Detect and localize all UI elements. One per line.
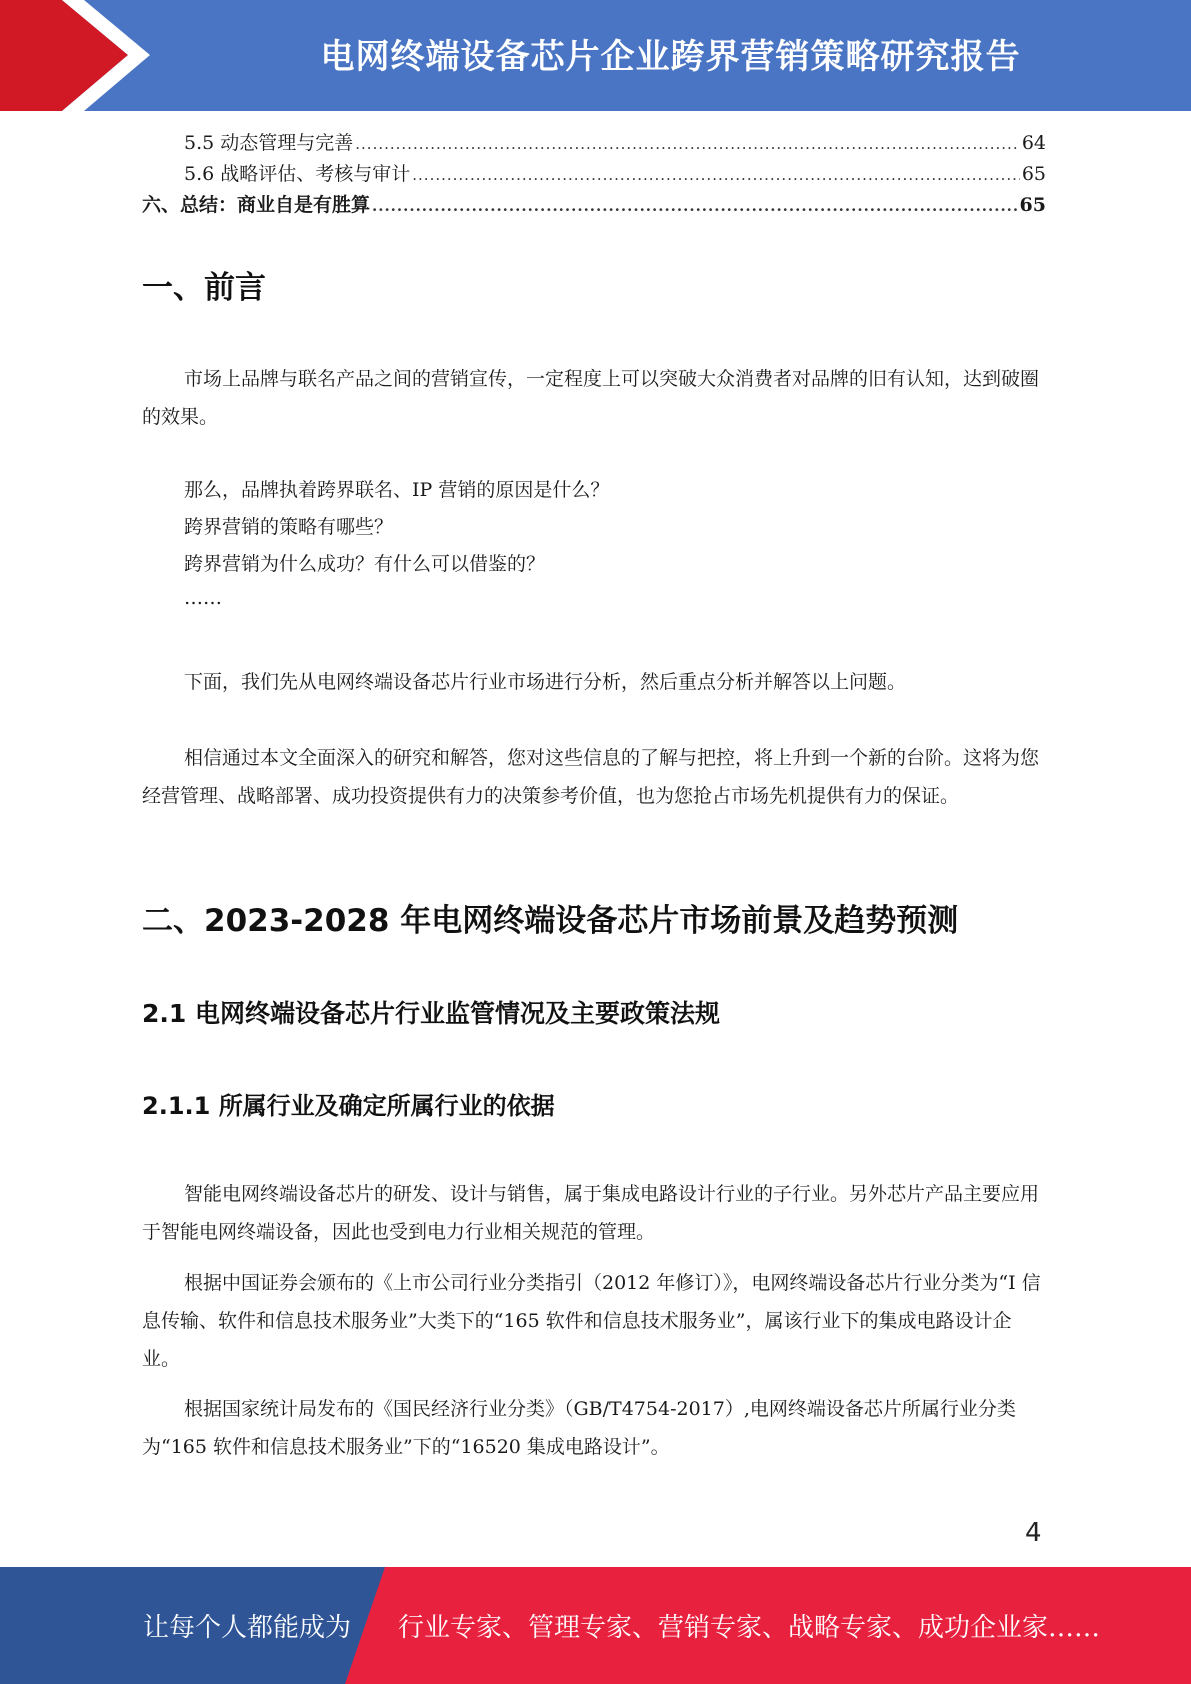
footer-slogan-right: 行业专家、管理专家、营销专家、战略专家、成功企业家……: [398, 1613, 1101, 1643]
toc-entry-page: 65: [1021, 163, 1046, 185]
toc-entry[interactable]: [142, 128, 1046, 159]
toc-entry[interactable]: [142, 159, 1046, 190]
subsection-heading: 2.1 电网终端设备芯片行业监管情况及主要政策法规: [142, 999, 720, 1028]
table-of-contents: [142, 128, 1046, 221]
toc-entry-label: 5.5 动态管理与完善: [184, 132, 354, 154]
toc-leader-dots: [412, 160, 1020, 191]
subsubsection-heading: 2.1.1 所属行业及确定所属行业的依据: [142, 1092, 555, 1120]
question-list: [142, 472, 1046, 613]
question-item: 跨界营销的策略有哪些？: [184, 516, 394, 538]
toc-leader-dots: [372, 191, 1018, 222]
paragraph: 根据中国证券会颁布的《上市公司行业分类指引（2012 年修订）》，电网终端设备芯片行业分类为“I 信息传输、软件和信息技术服务业”大类下的“165 软件和信息技术服务业”，属该行业下的集成电路设计企业。: [142, 1272, 1041, 1370]
page-footer: [0, 1567, 1191, 1684]
toc-leader-dots: [355, 129, 1020, 160]
footer-slogan-left: 让每个人都能成为: [143, 1613, 352, 1643]
toc-entry[interactable]: [142, 190, 1046, 221]
section-heading-preface: 一、前言: [142, 270, 266, 306]
report-title: 电网终端设备芯片企业跨界营销策略研究报告: [320, 36, 1021, 77]
question-item: ……: [184, 587, 222, 609]
paragraph: 市场上品牌与联名产品之间的营销宣传，一定程度上可以突破大众消费者对品牌的旧有认知，达到破圈的效果。: [142, 368, 1040, 428]
page-number: 4: [1025, 1518, 1042, 1548]
toc-entry-label: 六、总结：商业自是有胜算: [142, 194, 371, 216]
toc-entry-page: 65: [1019, 194, 1046, 216]
question-item: 那么，品牌执着跨界联名、IP 营销的原因是什么？: [184, 479, 610, 501]
page-header: [0, 0, 1191, 111]
paragraph: 智能电网终端设备芯片的研发、设计与销售，属于集成电路设计行业的子行业。另外芯片产品主要应用于智能电网终端设备，因此也受到电力行业相关规范的管理。: [142, 1183, 1040, 1243]
toc-entry-page: 64: [1021, 132, 1046, 154]
toc-entry-label: 5.6 战略评估、考核与审计: [184, 163, 411, 185]
paragraph: 根据国家统计局发布的《国民经济行业分类》（GB/T4754-2017）,电网终端设备芯片所属行业分类为“165 软件和信息技术服务业”下的“16520 集成电路设计”。: [142, 1398, 1016, 1458]
page-content: [142, 128, 1046, 1458]
paragraph: 相信通过本文全面深入的研究和解答，您对这些信息的了解与把控，将上升到一个新的台阶。这将为您经营管理、战略部署、成功投资提供有力的决策参考价值，也为您抢占市场先机提供有力的保证。: [142, 747, 1040, 807]
paragraph: 下面，我们先从电网终端设备芯片行业市场进行分析，然后重点分析并解答以上问题。: [184, 671, 907, 693]
section-heading-forecast: 二、2023-2028 年电网终端设备芯片市场前景及趋势预测: [142, 903, 959, 939]
question-item: 跨界营销为什么成功？有什么可以借鉴的？: [184, 553, 546, 575]
